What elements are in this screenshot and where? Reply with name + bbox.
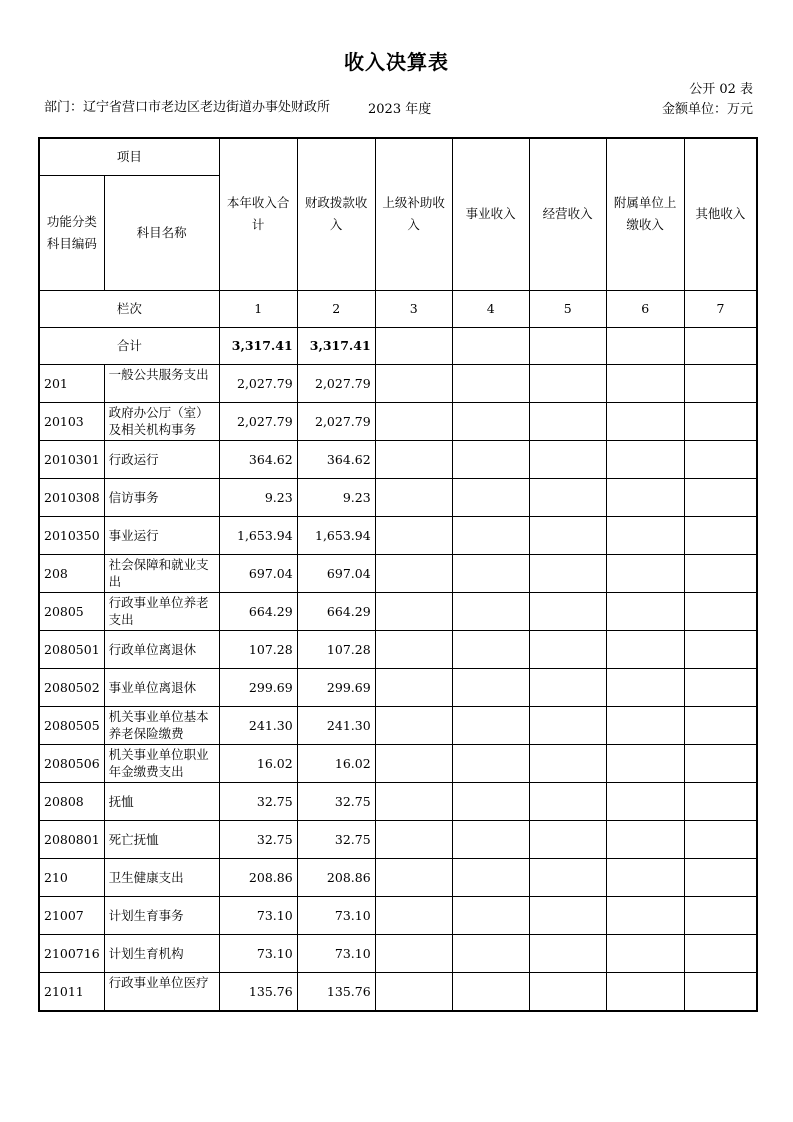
affiliated-unit-income — [606, 858, 684, 896]
other-income — [684, 516, 757, 554]
business-income — [452, 820, 529, 858]
department-label: 部门：辽宁省营口市老边区老边街道办事处财政所 — [44, 100, 331, 115]
affiliated-unit-income — [606, 934, 684, 972]
business-income — [452, 668, 529, 706]
operating-income — [529, 782, 606, 820]
other-income — [684, 630, 757, 668]
subject-code: 2010301 — [39, 440, 104, 478]
superior-subsidy — [375, 972, 452, 1011]
total-col-6 — [606, 327, 684, 364]
affiliated-unit-income — [606, 440, 684, 478]
total-label: 合计 — [39, 327, 219, 364]
affiliated-unit-income — [606, 668, 684, 706]
other-income — [684, 744, 757, 782]
total-col-5 — [529, 327, 606, 364]
business-income — [452, 554, 529, 592]
other-income — [684, 668, 757, 706]
operating-income — [529, 364, 606, 402]
superior-subsidy — [375, 478, 452, 516]
business-income — [452, 782, 529, 820]
fiscal-appropriation: 16.02 — [297, 744, 375, 782]
affiliated-unit-income — [606, 554, 684, 592]
superior-subsidy — [375, 896, 452, 934]
header-col-2: 财政拨款收入 — [297, 138, 375, 290]
subject-name: 信访事务 — [104, 478, 219, 516]
fiscal-appropriation: 73.10 — [297, 896, 375, 934]
subject-code: 2010350 — [39, 516, 104, 554]
fiscal-appropriation: 32.75 — [297, 820, 375, 858]
fiscal-appropriation: 364.62 — [297, 440, 375, 478]
operating-income — [529, 934, 606, 972]
subject-name: 政府办公厅（室）及相关机构事务 — [104, 402, 219, 440]
affiliated-unit-income — [606, 782, 684, 820]
fiscal-appropriation: 2,027.79 — [297, 402, 375, 440]
fiscal-appropriation: 697.04 — [297, 554, 375, 592]
affiliated-unit-income — [606, 706, 684, 744]
fiscal-appropriation: 135.76 — [297, 972, 375, 1011]
total-col-2: 3,317.41 — [297, 327, 375, 364]
subject-code: 21007 — [39, 896, 104, 934]
total-col-3 — [375, 327, 452, 364]
superior-subsidy — [375, 934, 452, 972]
header-col-3: 上级补助收入 — [375, 138, 452, 290]
fiscal-appropriation: 107.28 — [297, 630, 375, 668]
affiliated-unit-income — [606, 364, 684, 402]
subject-name: 行政事业单位养老支出 — [104, 592, 219, 630]
subject-code: 20103 — [39, 402, 104, 440]
table-row — [39, 782, 757, 820]
table-row — [39, 744, 757, 782]
header-col-1: 本年收入合计 — [219, 138, 297, 290]
other-income — [684, 364, 757, 402]
affiliated-unit-income — [606, 402, 684, 440]
subject-code: 2080502 — [39, 668, 104, 706]
subject-name: 一般公共服务支出 — [104, 364, 219, 402]
other-income — [684, 706, 757, 744]
business-income — [452, 440, 529, 478]
operating-income — [529, 858, 606, 896]
affiliated-unit-income — [606, 516, 684, 554]
other-income — [684, 478, 757, 516]
subject-code: 20805 — [39, 592, 104, 630]
business-income — [452, 858, 529, 896]
superior-subsidy — [375, 364, 452, 402]
table-row — [39, 972, 757, 1011]
superior-subsidy — [375, 744, 452, 782]
table-row — [39, 858, 757, 896]
other-income — [684, 402, 757, 440]
superior-subsidy — [375, 516, 452, 554]
other-income — [684, 782, 757, 820]
affiliated-unit-income — [606, 820, 684, 858]
subject-name: 机关事业单位职业年金缴费支出 — [104, 744, 219, 782]
business-income — [452, 364, 529, 402]
subject-name: 卫生健康支出 — [104, 858, 219, 896]
operating-income — [529, 896, 606, 934]
header-name: 科目名称 — [104, 175, 219, 290]
subject-code: 20808 — [39, 782, 104, 820]
form-number: 公开 02 表 — [689, 82, 753, 97]
annual-income-total: 208.86 — [219, 858, 297, 896]
header-col-7: 其他收入 — [684, 138, 757, 290]
superior-subsidy — [375, 858, 452, 896]
subject-name: 事业运行 — [104, 516, 219, 554]
fiscal-appropriation: 241.30 — [297, 706, 375, 744]
annual-income-total: 73.10 — [219, 896, 297, 934]
fiscal-appropriation: 32.75 — [297, 782, 375, 820]
row-index-5: 5 — [529, 290, 606, 327]
other-income — [684, 858, 757, 896]
annual-income-total: 16.02 — [219, 744, 297, 782]
table-row — [39, 820, 757, 858]
other-income — [684, 972, 757, 1011]
business-income — [452, 592, 529, 630]
subject-name: 死亡抚恤 — [104, 820, 219, 858]
business-income — [452, 706, 529, 744]
table-row — [39, 630, 757, 668]
annual-income-total: 664.29 — [219, 592, 297, 630]
fiscal-appropriation: 2,027.79 — [297, 364, 375, 402]
subject-code: 2010308 — [39, 478, 104, 516]
superior-subsidy — [375, 706, 452, 744]
business-income — [452, 972, 529, 1011]
table-row — [39, 554, 757, 592]
business-income — [452, 934, 529, 972]
annual-income-total: 299.69 — [219, 668, 297, 706]
header-item: 项目 — [39, 138, 219, 175]
fiscal-year: 2023 年度 — [368, 102, 432, 117]
superior-subsidy — [375, 592, 452, 630]
operating-income — [529, 516, 606, 554]
affiliated-unit-income — [606, 896, 684, 934]
income-table — [38, 137, 758, 1012]
superior-subsidy — [375, 402, 452, 440]
other-income — [684, 554, 757, 592]
fiscal-appropriation: 73.10 — [297, 934, 375, 972]
table-row — [39, 516, 757, 554]
subject-code: 2080801 — [39, 820, 104, 858]
row-index-4: 4 — [452, 290, 529, 327]
total-col-4 — [452, 327, 529, 364]
subject-name: 机关事业单位基本养老保险缴费 — [104, 706, 219, 744]
other-income — [684, 440, 757, 478]
row-index-label: 栏次 — [39, 290, 219, 327]
other-income — [684, 592, 757, 630]
subject-code: 2100716 — [39, 934, 104, 972]
operating-income — [529, 402, 606, 440]
other-income — [684, 820, 757, 858]
business-income — [452, 478, 529, 516]
fiscal-appropriation: 208.86 — [297, 858, 375, 896]
subject-name: 社会保障和就业支出 — [104, 554, 219, 592]
annual-income-total: 107.28 — [219, 630, 297, 668]
operating-income — [529, 554, 606, 592]
table-row — [39, 706, 757, 744]
table-row — [39, 592, 757, 630]
subject-name: 行政运行 — [104, 440, 219, 478]
fiscal-appropriation: 9.23 — [297, 478, 375, 516]
annual-income-total: 2,027.79 — [219, 364, 297, 402]
business-income — [452, 516, 529, 554]
other-income — [684, 896, 757, 934]
row-index-6: 6 — [606, 290, 684, 327]
table-row — [39, 668, 757, 706]
subject-code: 2080501 — [39, 630, 104, 668]
fiscal-appropriation: 1,653.94 — [297, 516, 375, 554]
subject-name: 事业单位离退休 — [104, 668, 219, 706]
header-col-6: 附属单位上缴收入 — [606, 138, 684, 290]
subject-name: 计划生育机构 — [104, 934, 219, 972]
annual-income-total: 32.75 — [219, 820, 297, 858]
operating-income — [529, 820, 606, 858]
page-title: 收入决算表 — [344, 50, 449, 74]
annual-income-total: 32.75 — [219, 782, 297, 820]
superior-subsidy — [375, 782, 452, 820]
superior-subsidy — [375, 668, 452, 706]
subject-code: 2080505 — [39, 706, 104, 744]
operating-income — [529, 668, 606, 706]
row-index-2: 2 — [297, 290, 375, 327]
header-col-4: 事业收入 — [452, 138, 529, 290]
superior-subsidy — [375, 554, 452, 592]
subject-name: 抚恤 — [104, 782, 219, 820]
subject-name: 行政事业单位医疗 — [104, 972, 219, 1011]
subject-code: 21011 — [39, 972, 104, 1011]
business-income — [452, 744, 529, 782]
table-row — [39, 402, 757, 440]
operating-income — [529, 440, 606, 478]
affiliated-unit-income — [606, 630, 684, 668]
table-row — [39, 478, 757, 516]
annual-income-total: 135.76 — [219, 972, 297, 1011]
subject-code: 208 — [39, 554, 104, 592]
annual-income-total: 9.23 — [219, 478, 297, 516]
table-row — [39, 934, 757, 972]
fiscal-appropriation: 664.29 — [297, 592, 375, 630]
row-index-1: 1 — [219, 290, 297, 327]
total-col-7 — [684, 327, 757, 364]
header-col-5: 经营收入 — [529, 138, 606, 290]
subject-code: 2080506 — [39, 744, 104, 782]
annual-income-total: 241.30 — [219, 706, 297, 744]
operating-income — [529, 592, 606, 630]
subject-code: 210 — [39, 858, 104, 896]
total-col-1: 3,317.41 — [219, 327, 297, 364]
operating-income — [529, 706, 606, 744]
amount-unit: 金额单位：万元 — [661, 102, 753, 117]
annual-income-total: 697.04 — [219, 554, 297, 592]
affiliated-unit-income — [606, 478, 684, 516]
business-income — [452, 402, 529, 440]
annual-income-total: 364.62 — [219, 440, 297, 478]
affiliated-unit-income — [606, 972, 684, 1011]
header-code: 功能分类科目编码 — [39, 175, 104, 290]
operating-income — [529, 744, 606, 782]
affiliated-unit-income — [606, 744, 684, 782]
operating-income — [529, 630, 606, 668]
superior-subsidy — [375, 440, 452, 478]
row-index-7: 7 — [684, 290, 757, 327]
other-income — [684, 934, 757, 972]
operating-income — [529, 972, 606, 1011]
table-row — [39, 896, 757, 934]
affiliated-unit-income — [606, 592, 684, 630]
business-income — [452, 630, 529, 668]
subject-name: 行政单位离退休 — [104, 630, 219, 668]
annual-income-total: 1,653.94 — [219, 516, 297, 554]
table-row — [39, 364, 757, 402]
operating-income — [529, 478, 606, 516]
subject-code: 201 — [39, 364, 104, 402]
table-row — [39, 440, 757, 478]
fiscal-appropriation: 299.69 — [297, 668, 375, 706]
superior-subsidy — [375, 630, 452, 668]
annual-income-total: 73.10 — [219, 934, 297, 972]
business-income — [452, 896, 529, 934]
row-index-3: 3 — [375, 290, 452, 327]
subject-name: 计划生育事务 — [104, 896, 219, 934]
superior-subsidy — [375, 820, 452, 858]
annual-income-total: 2,027.79 — [219, 402, 297, 440]
